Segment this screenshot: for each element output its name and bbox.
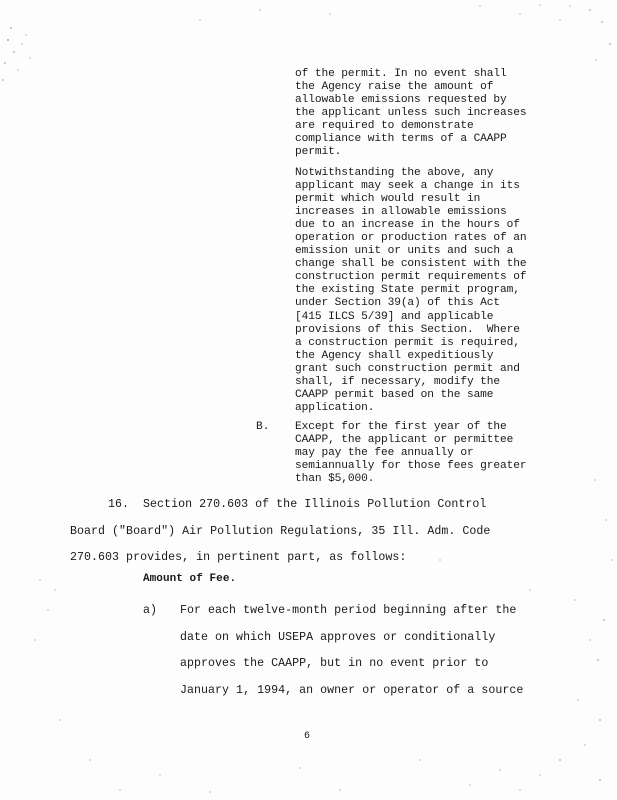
paragraph-16-line-2: Board ("Board") Air Pollution Regulations, 35 Ill. Adm. Code bbox=[70, 525, 491, 538]
item-a-label: a) bbox=[143, 604, 158, 617]
paragraph-16-line-3: 270.603 provides, in pertinent part, as follows: bbox=[70, 551, 407, 564]
paragraph-16-line-1: 16. Section 270.603 of the Illinois Pollution Control bbox=[108, 498, 487, 511]
item-a-line: date on which USEPA approves or conditionally bbox=[180, 631, 496, 644]
page-number: 6 bbox=[304, 731, 311, 742]
permit-paragraph-continuation: of the permit. In no event shall the Agency raise the amount of allowable emissions requested by the applicant unless such increases are required to demonstrate compliance with terms of a CAAPP permit. bbox=[295, 68, 527, 159]
subsection-b-text: Except for the first year of the CAAPP, the applicant or permittee may pay the fee annually or semiannually for those fees greater than $5,000. bbox=[295, 421, 527, 486]
subsection-b-letter: B. bbox=[256, 421, 270, 433]
notwithstanding-paragraph: Notwithstanding the above, any applicant may seek a change in its permit which would result in increases in allowable emissions due to an increase in the hours of operation or production rates of an emission unit or units and such a change shall be consistent with the construction permit requirements of the existing State permit program, under Section 39(a) of this Act [415 ILCS 5/39] and applicable provisions of this Section. Where a construction permit is required, the Agency shall expeditiously grant such construction permit and shall, if necessary, modify the CAAPP permit based on the same application. bbox=[295, 167, 527, 414]
item-a-line: January 1, 1994, an owner or operator of a source bbox=[180, 684, 524, 697]
item-a-line: approves the CAAPP, but in no event prior to bbox=[180, 657, 489, 670]
amount-of-fee-heading: Amount of Fee. bbox=[143, 573, 237, 585]
item-a-line: For each twelve-month period beginning after the bbox=[180, 604, 517, 617]
